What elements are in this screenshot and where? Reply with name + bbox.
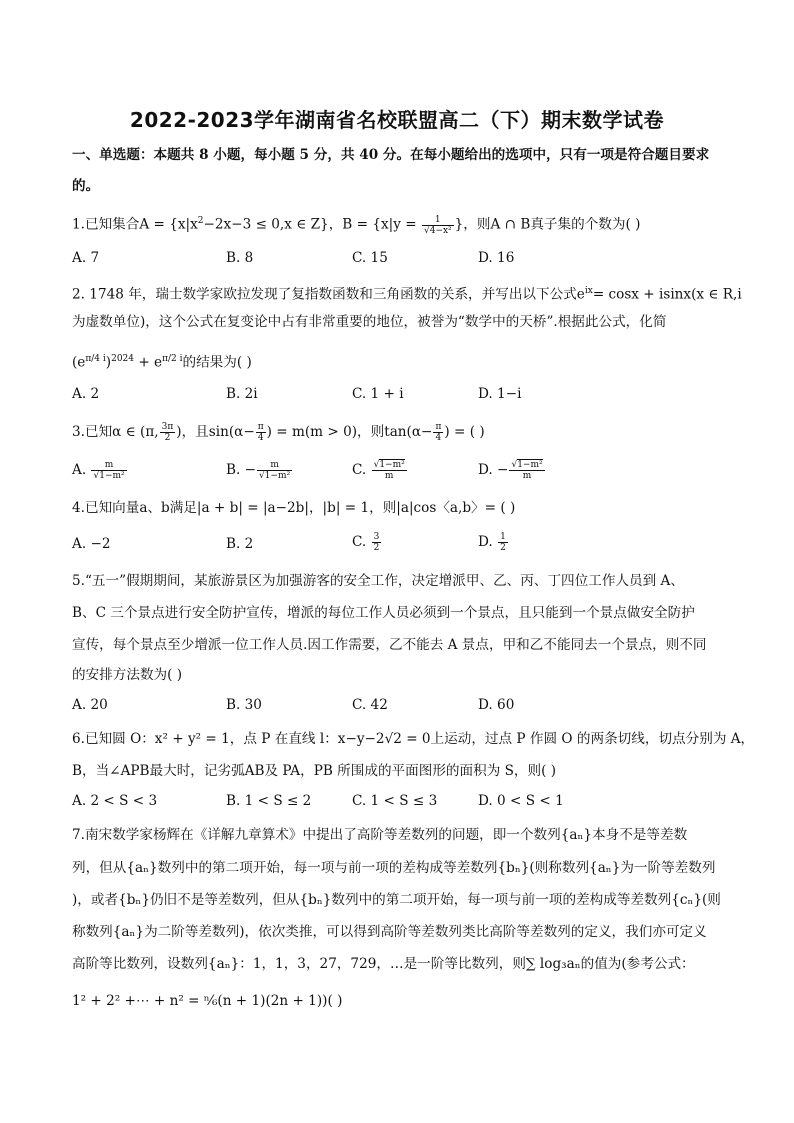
question-7-line-6: 1² + 2² +⋯ + n² = ⁿ⁄₆(n + 1)(2n + 1))( )	[72, 993, 343, 1009]
question-5-line-2: B、C 三个景点进行安全防护宣传，增派的每位工作人员必须到一个景点，且只能到一个景点做安全防护	[72, 605, 695, 621]
question-7-line-5: 高阶等比数列，设数列{aₙ}：1，1，3，27，729，…是一阶等比数列，则∑ log₃aₙ的值为(参考公式：	[72, 956, 695, 972]
question-2-line-2: 为虚数单位)，这个公式在复变论中占有非常重要的地位，被誉为“数学中的天桥”.根据此公式，化简	[72, 314, 667, 330]
question-2-line-3: $(e^{\pi/4 i})^{2024} + e^{\pi/2 i}$的结果为( )	[72, 354, 252, 371]
q4-option-b[interactable]: B. 2	[226, 536, 254, 552]
q6-option-a[interactable]: A. 2 < S < 3	[72, 793, 158, 809]
q5-option-d[interactable]: D. 60	[478, 697, 515, 713]
question-7-line-2: 列，但从{aₙ}数列中的第二项开始，每一项与前一项的差构成等差数列{bₙ}(则称数列{aₙ}为一阶等差数列	[72, 860, 716, 876]
q3-option-a[interactable]: A. $\frac{m}{\text{√1−m²}}$	[72, 460, 125, 481]
question-2: 2. 1748 年，瑞士数学家欧拉发现了复指数函数和三角函数的关系，并写出以下公式$e^{ix}= \cos x + isinx(x$ ∈ R,i	[72, 286, 742, 303]
q3-option-b[interactable]: B. − $\frac{m}{\text{√1−m²}}$	[226, 460, 291, 481]
section-heading: 一、单选题：本题共 8 小题，每小题 5 分，共 40 分。在每小题给出的选项中，只有一项是符合题目要求	[72, 147, 710, 163]
question-7-line-3: )，或者{bₙ}仍旧不是等差数列，但从{bₙ}数列中的第二项开始，每一项与前一项的差构成等差数列{cₙ}(则	[72, 892, 721, 908]
q4-option-d[interactable]: D. $\frac{1}{2}$	[478, 532, 506, 553]
q2-option-a[interactable]: A. 2	[72, 386, 100, 402]
q1-option-d[interactable]: D. 16	[478, 250, 515, 266]
question-3: 3.已知α ∈ (π, $\frac{3\pi}{2}$ )，且sin(α− $\frac{\pi}{4}$ ) = m(m > 0)，则tan(α− $\frac{\pi}{4}$ ) = ( )	[72, 422, 485, 443]
question-1: 1.已知集合$A = \{x|x^2-2x-3 \le 0,x$ ∈ Z}，B = {x|y = $\frac{1}{\text{√4−x²}}$ }，则A ∩ B真子集的个数为( )	[72, 214, 641, 236]
q2-option-d[interactable]: D. 1−i	[478, 386, 522, 402]
q6-option-c[interactable]: C. 1 < S ≤ 3	[352, 793, 438, 809]
q4-option-c[interactable]: C. $\frac{3}{2}$	[352, 532, 380, 553]
page-title: 2022-2023学年湖南省名校联盟高二（下）期末数学试卷	[129, 108, 665, 132]
question-5-line-3: 宣传，每个景点至少增派一位工作人员.因工作需要，乙不能去 A 景点，甲和乙不能同去一个景点，则不同	[72, 637, 707, 653]
q3-option-c[interactable]: C. $\frac{\text{√1−m²}}{m}$	[352, 460, 405, 481]
fraction: $\frac{1}{\text{√4−x²}}$	[423, 214, 452, 236]
question-6: 6.已知圆 O：x² + y² = 1，点 P 在直线 l：x−y−2√2 = 0上运动，过点 P 作圆 O 的两条切线，切点分别为 A，	[72, 731, 755, 747]
section-heading-cont: 的。	[72, 178, 100, 194]
question-5: 5.“五一”假期期间，某旅游景区为加强游客的安全工作，决定增派甲、乙、丙、丁四位工作人员到 A、	[72, 573, 684, 589]
q6-option-d[interactable]: D. 0 < S < 1	[478, 793, 564, 809]
q2-option-b[interactable]: B. 2i	[226, 386, 258, 402]
q6-option-b[interactable]: B. 1 < S ≤ 2	[226, 793, 312, 809]
question-4: 4.已知向量a、b满足|a + b| = |a−2b|，|b| = 1，则|a|cos〈a,b〉= ( )	[72, 500, 516, 516]
q2-option-c[interactable]: C. 1 + i	[352, 386, 404, 402]
q5-option-a[interactable]: A. 20	[72, 697, 108, 713]
q5-option-c[interactable]: C. 42	[352, 697, 388, 713]
q5-option-b[interactable]: B. 30	[226, 697, 262, 713]
q1-option-b[interactable]: B. 8	[226, 250, 254, 266]
q1-option-a[interactable]: A. 7	[72, 250, 100, 266]
q3-option-d[interactable]: D. − $\frac{\text{√1−m²}}{m}$	[478, 460, 543, 481]
question-7: 7.南宋数学家杨辉在《详解九章算术》中提出了高阶等差数列的问题，即一个数列{aₙ}本身不是等差数	[72, 827, 688, 843]
q1-option-c[interactable]: C. 15	[352, 250, 388, 266]
question-5-line-4: 的安排方法数为( )	[72, 667, 183, 683]
question-7-line-4: 称数列{aₙ}为二阶等差数列)，依次类推，可以得到高阶等差数列类比高阶等差数列的定义，我们亦可定义	[72, 924, 707, 940]
question-6-line-2: B，当∠APB最大时，记劣弧AB及 PA，PB 所围成的平面图形的面积为 S，则( )	[72, 763, 557, 779]
q4-option-a[interactable]: A. −2	[72, 536, 111, 552]
